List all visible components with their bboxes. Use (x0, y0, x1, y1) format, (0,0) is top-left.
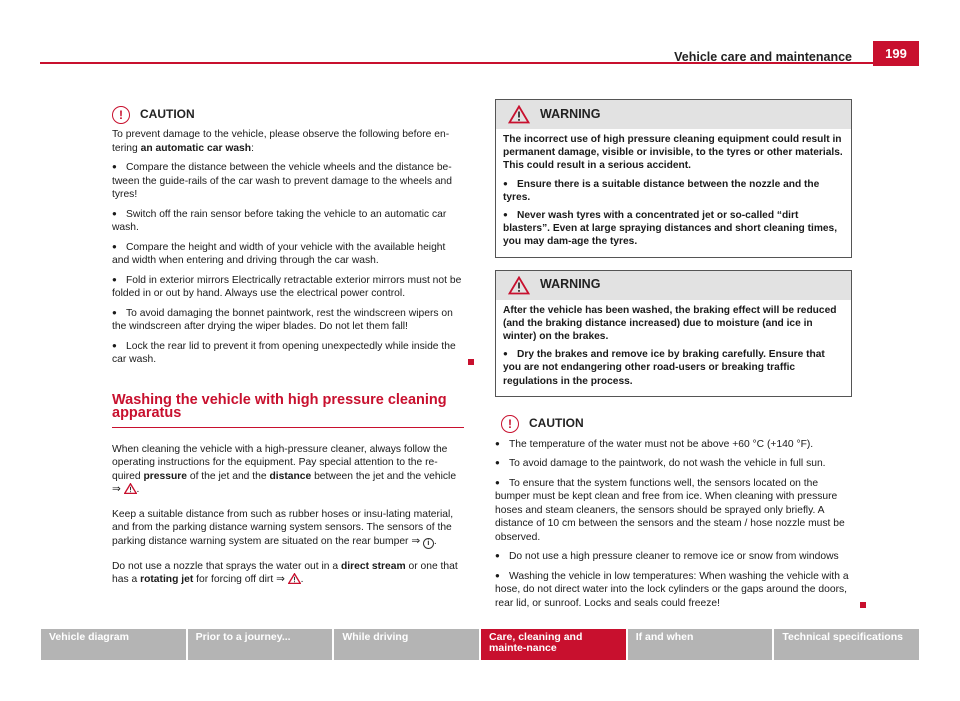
warning-box (495, 270, 852, 397)
warning-text: The incorrect use of high pressure cleaning equipment could result in permanent damage, visible or invisible, to the tyres or other materials. This could result in a serious accident. (503, 134, 843, 172)
list-item: ● Dry the brakes and remove ice by braking carefully. Ensure that you are not endangering other road-users or breaking traffic regulations in the process. (503, 349, 825, 387)
list-item: ● To avoid damage to the paintwork, do not wash the vehicle in full sun. (495, 458, 826, 470)
caution-icon: ! (112, 106, 130, 124)
section-paragraph: When cleaning the vehicle with a high-pressure cleaner, always follow the operating instructions for the equipment. Pay special attention to the re-quired pressure of the jet and the distance between the jet and the vehicle ⇒ . (112, 443, 457, 495)
tab-while-driving[interactable]: While driving (334, 629, 479, 660)
list-item: ● To avoid damaging the bonnet paintwork, rest the windscreen wipers on the windscreen after drying the wiper blades. Do not let them fall! (112, 307, 453, 332)
caution-title: CAUTION (529, 416, 584, 431)
caution-heading (112, 104, 464, 126)
section-paragraph: Keep a suitable distance from such as rubber hoses or insu-lating material, and from the parking distance warning system sensors. The sensors of the parking distance warning system are situated on the rear bumper ⇒ i . (112, 508, 454, 547)
warning-triangle-icon (508, 276, 530, 295)
warning-title: WARNING (540, 106, 601, 121)
footer-nav (41, 629, 919, 660)
page-header-title: Vehicle care and maintenance (674, 50, 852, 64)
caution-icon: ! (501, 415, 519, 433)
caution-heading (495, 413, 852, 435)
list-item: ● Fold in exterior mirrors Electrically retractable exterior mirrors must not be folded in or out by hand. Always use the electrical power control. (112, 274, 462, 299)
end-marker-icon (860, 602, 866, 608)
warning-triangle-icon (508, 105, 530, 124)
list-item: ● Do not use a high pressure cleaner to remove ice or snow from windows (495, 551, 839, 563)
warning-text: After the vehicle has been washed, the braking effect will be reduced (and the braking distance increased) due to moisture (and ice in winter) on the brakes. (503, 304, 837, 343)
list-item: ● Lock the rear lid to prevent it from opening unexpectedly while inside the car wash. (112, 339, 464, 367)
right-column (495, 99, 852, 615)
warning-triangle-icon[interactable] (288, 573, 301, 584)
list-item: ● To ensure that the system functions well, the sensors located on the bumper must be kept clean and free from ice. When cleaning with pressure hoses and steam cleaners, the sensors should be sprayed only briefly. A distance of 10 cm between the sensors and the steam / hose nozzle must be observed. (495, 477, 845, 543)
info-circle-icon[interactable]: i (423, 538, 434, 549)
warning-body (496, 300, 851, 396)
list-item: ● Compare the height and width of your vehicle with the available height and width when entering and driving through the car wash. (112, 241, 446, 266)
tab-if-and-when[interactable]: If and when (628, 629, 773, 660)
page-number: 199 (873, 41, 919, 66)
left-column (112, 104, 464, 592)
section-paragraph: Do not use a nozzle that sprays the water out in a direct stream or one that has a rotating jet for forcing off dirt ⇒ . (112, 560, 458, 585)
tab-care-cleaning[interactable]: Care, cleaning and mainte-nance (481, 629, 626, 660)
caution-title: CAUTION (140, 107, 195, 122)
warning-header (496, 271, 851, 300)
warning-triangle-icon[interactable] (124, 483, 137, 494)
list-item: ● Never wash tyres with a concentrated jet or so-called “dirt blasters”. Even at large spraying distances and short cleaning times, you may dam-age the tyres. (503, 210, 838, 248)
list-item: ● Ensure there is a suitable distance between the nozzle and the tyres. (503, 178, 820, 203)
list-item: ● Switch off the rain sensor before taking the vehicle to an automatic car wash. (112, 208, 447, 233)
warning-box (495, 99, 852, 258)
warning-body (496, 129, 851, 257)
tab-technical-specifications[interactable]: Technical specifications (774, 629, 919, 660)
end-marker-icon (468, 359, 474, 365)
caution-intro: To prevent damage to the vehicle, please observe the following before en-tering an automatic car wash: (112, 129, 450, 154)
list-item: ● The temperature of the water must not be above +60 °C (+140 °F). (495, 438, 814, 450)
list-item: ● Washing the vehicle in low temperatures: When washing the vehicle with a hose, do not direct water into the lock cylinders or the gaps around the doors, rear lid, or sunroof. Locks and seals could freeze! (495, 569, 852, 611)
warning-header (496, 100, 851, 129)
tab-prior-to-journey[interactable]: Prior to a journey... (188, 629, 333, 660)
tab-vehicle-diagram[interactable]: Vehicle diagram (41, 629, 186, 660)
section-title: Washing the vehicle with high pressure cleaning apparatus (112, 394, 464, 428)
warning-title: WARNING (540, 277, 601, 292)
list-item: ● Compare the distance between the vehicle wheels and the distance be-tween the guide-rails of the car wash to prevent damage to the wheels and tyres! (112, 162, 453, 200)
